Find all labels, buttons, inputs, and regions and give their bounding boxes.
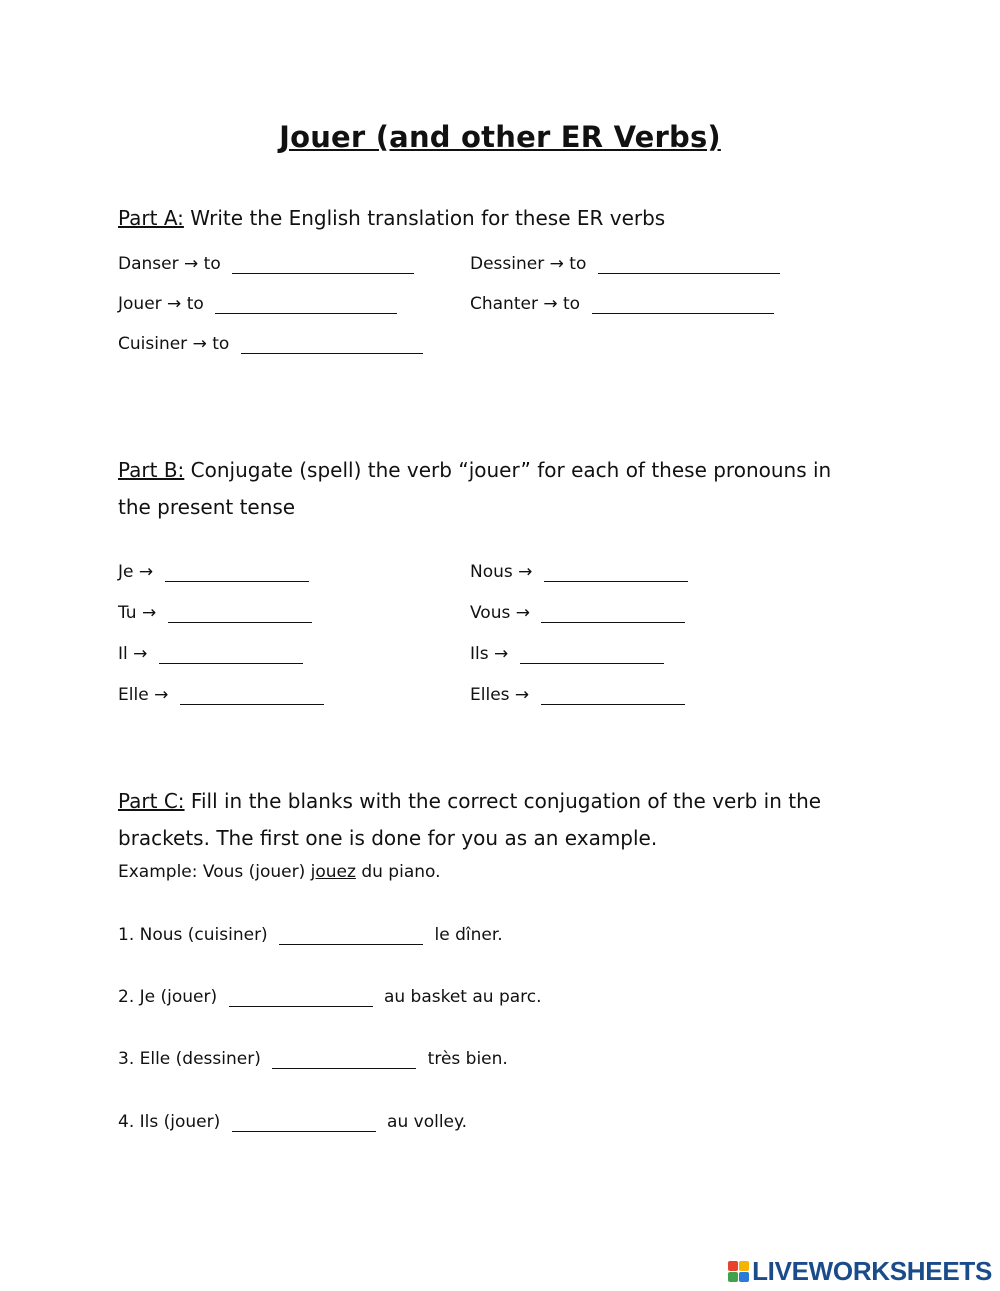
nous-answer-input[interactable]	[544, 563, 688, 582]
example-answer: jouez	[310, 862, 356, 882]
pronoun-label: Elles	[470, 685, 510, 705]
cuisiner-answer-input[interactable]	[241, 335, 423, 354]
liveworksheets-mark-icon	[728, 1261, 749, 1282]
part-a-heading	[118, 200, 665, 237]
part-a-item-cuisiner	[118, 333, 429, 355]
part-c-question-3	[118, 1048, 508, 1070]
je-answer-input[interactable]	[165, 563, 309, 582]
to-label: to	[569, 254, 587, 274]
question-prefix: 1. Nous (cuisiner)	[118, 925, 268, 945]
dessiner-answer-input[interactable]	[598, 255, 780, 274]
elle-answer-input[interactable]	[180, 686, 324, 705]
part-a-item-chanter	[470, 293, 780, 315]
question-suffix: le dîner.	[434, 925, 503, 945]
pronoun-label: Tu	[118, 603, 137, 623]
part-b-item-il	[118, 643, 309, 665]
verb-label: Danser	[118, 254, 179, 274]
logo-square-v	[728, 1272, 738, 1282]
question-suffix: au volley.	[387, 1112, 468, 1132]
part-c-question-4	[118, 1111, 467, 1133]
arrow-icon: →	[549, 254, 564, 274]
arrow-icon: →	[141, 603, 157, 623]
arrow-icon: →	[133, 644, 148, 664]
part-b-heading	[118, 452, 831, 526]
part-b-item-elles	[470, 684, 691, 706]
part-b-item-ils	[470, 643, 670, 665]
part-a-label: Part A:	[118, 206, 184, 230]
question-prefix: 2. Je (jouer)	[118, 987, 218, 1007]
part-c-question-2	[118, 986, 542, 1008]
part-b-item-nous	[470, 561, 694, 583]
arrow-icon: →	[138, 562, 154, 582]
part-b-item-elle	[118, 684, 330, 706]
part-b-item-tu	[118, 602, 318, 624]
arrow-icon: →	[184, 254, 199, 274]
question-3-answer-input[interactable]	[272, 1050, 416, 1069]
logo-square-i	[739, 1261, 749, 1271]
to-label: to	[203, 254, 221, 274]
ils-answer-input[interactable]	[520, 645, 664, 664]
il-answer-input[interactable]	[159, 645, 303, 664]
pronoun-label: Elle	[118, 685, 149, 705]
verb-label: Jouer	[118, 294, 162, 314]
arrow-icon: →	[518, 562, 533, 582]
pronoun-label: Nous	[470, 562, 513, 582]
pronoun-label: Vous	[470, 603, 511, 623]
part-b-instruction-line2: the present tense	[118, 495, 296, 519]
logo-square-e	[739, 1272, 749, 1282]
part-c-label: Part C:	[118, 789, 185, 813]
arrow-icon: →	[514, 685, 530, 705]
tu-answer-input[interactable]	[168, 604, 312, 623]
example-suffix: du piano.	[355, 862, 441, 882]
part-c-instruction-line2: brackets. The first one is done for you as an example.	[118, 826, 658, 850]
question-1-answer-input[interactable]	[279, 926, 423, 945]
danser-answer-input[interactable]	[232, 255, 414, 274]
arrow-icon: →	[543, 294, 558, 314]
brand-name: LIVEWORKSHEETS	[752, 1255, 992, 1286]
pronoun-label: Je	[118, 562, 134, 582]
question-4-answer-input[interactable]	[232, 1113, 376, 1132]
part-c-instruction-line1: Fill in the blanks with the correct conjugation of the verb in the	[184, 789, 822, 813]
logo-square-l	[728, 1261, 738, 1271]
vous-answer-input[interactable]	[541, 604, 685, 623]
to-label: to	[212, 334, 230, 354]
part-b-instruction-line1: Conjugate (spell) the verb “jouer” for each of these pronouns in	[184, 458, 832, 482]
part-b-item-je	[118, 561, 315, 583]
arrow-icon: →	[192, 334, 207, 354]
question-suffix: très bien.	[427, 1049, 508, 1069]
part-b-item-vous	[470, 602, 691, 624]
arrow-icon: →	[154, 685, 169, 705]
verb-label: Cuisiner	[118, 334, 188, 354]
part-c-question-1	[118, 924, 503, 946]
part-c-example	[118, 861, 441, 883]
pronoun-label: Ils	[470, 644, 489, 664]
question-prefix: 4. Ils (jouer)	[118, 1112, 221, 1132]
part-a-item-dessiner	[470, 253, 786, 275]
pronoun-label: Il	[118, 644, 128, 664]
part-c-heading	[118, 783, 821, 857]
part-a-item-jouer	[118, 293, 403, 315]
to-label: to	[563, 294, 581, 314]
question-2-answer-input[interactable]	[229, 988, 373, 1007]
question-suffix: au basket au parc.	[383, 987, 542, 1007]
liveworksheets-logo[interactable]	[728, 1255, 992, 1286]
to-label: to	[186, 294, 204, 314]
chanter-answer-input[interactable]	[592, 295, 774, 314]
jouer-answer-input[interactable]	[215, 295, 397, 314]
elles-answer-input[interactable]	[541, 686, 685, 705]
arrow-icon: →	[515, 603, 530, 623]
part-a-item-danser	[118, 253, 420, 275]
question-prefix: 3. Elle (dessiner)	[118, 1049, 261, 1069]
verb-label: Chanter	[470, 294, 538, 314]
example-prefix: Example: Vous (jouer)	[118, 862, 311, 882]
arrow-icon: →	[494, 644, 509, 664]
part-b-label: Part B:	[118, 458, 185, 482]
verb-label: Dessiner	[470, 254, 545, 274]
page-title: Jouer (and other ER Verbs)	[279, 120, 721, 154]
part-a-instruction: Write the English translation for these ER verbs	[183, 206, 666, 230]
arrow-icon: →	[167, 294, 182, 314]
